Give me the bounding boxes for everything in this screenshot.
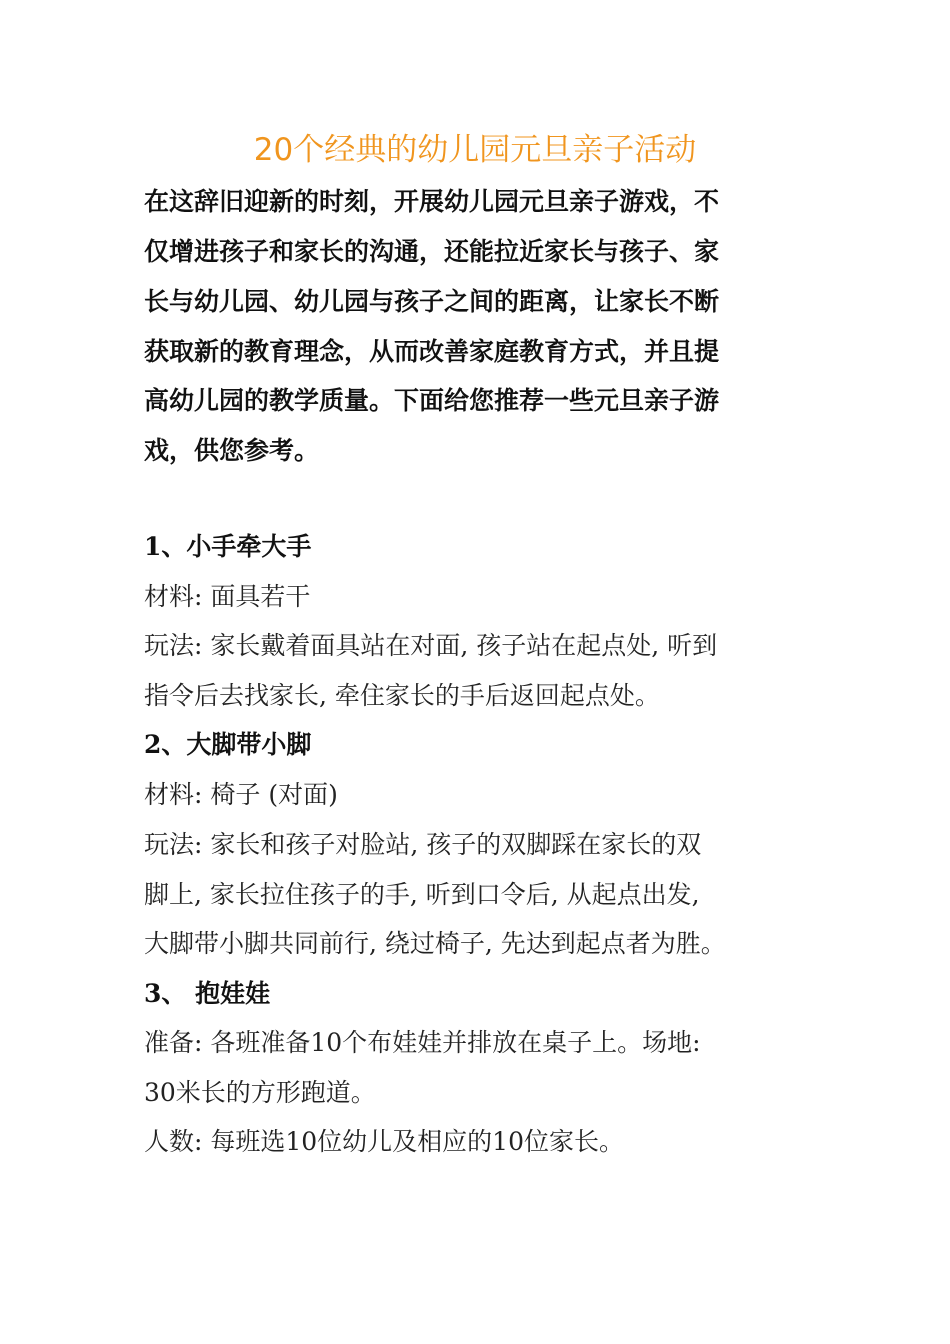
section-line: 指令后去找家长, 牵住家长的手后返回起点处。 <box>144 681 660 710</box>
section-line: 材料: 椅子 (对面) <box>144 780 338 809</box>
intro-line: 长与幼儿园、幼儿园与孩子之间的距离，让家长不断 <box>144 287 720 316</box>
section-heading: 1、小手牵大手 <box>144 532 312 561</box>
section-line: 材料: 面具若干 <box>144 582 311 611</box>
section-line: 30米长的方形跑道。 <box>144 1078 376 1107</box>
section-line: 人数: 每班选10位幼儿及相应的10位家长。 <box>144 1127 624 1156</box>
intro-line: 戏，供您参考。 <box>144 436 320 465</box>
section-line: 玩法: 家长戴着面具站在对面, 孩子站在起点处, 听到 <box>144 631 718 660</box>
section-line: 玩法: 家长和孩子对脸站, 孩子的双脚踩在家长的双 <box>144 830 702 859</box>
intro-line: 仅增进孩子和家长的沟通，还能拉近家长与孩子、家 <box>144 237 720 266</box>
intro-line: 获取新的教育理念，从而改善家庭教育方式，并且提 <box>144 337 720 366</box>
intro-line: 高幼儿园的教学质量。下面给您推荐一些元旦亲子游 <box>144 386 720 415</box>
section-line: 准备: 各班准备10个布娃娃并排放在桌子上。场地: <box>144 1028 701 1057</box>
intro-line: 在这辞旧迎新的时刻，开展幼儿园元旦亲子游戏，不 <box>144 187 720 216</box>
section-heading: 2、大脚带小脚 <box>144 730 312 759</box>
document-title: 20个经典的幼儿园元旦亲子活动 <box>253 132 697 168</box>
section-heading: 3、 抱娃娃 <box>144 979 271 1008</box>
section-line: 脚上, 家长拉住孩子的手, 听到口令后, 从起点出发, <box>144 880 700 909</box>
section-line: 大脚带小脚共同前行, 绕过椅子, 先达到起点者为胜。 <box>144 929 726 958</box>
